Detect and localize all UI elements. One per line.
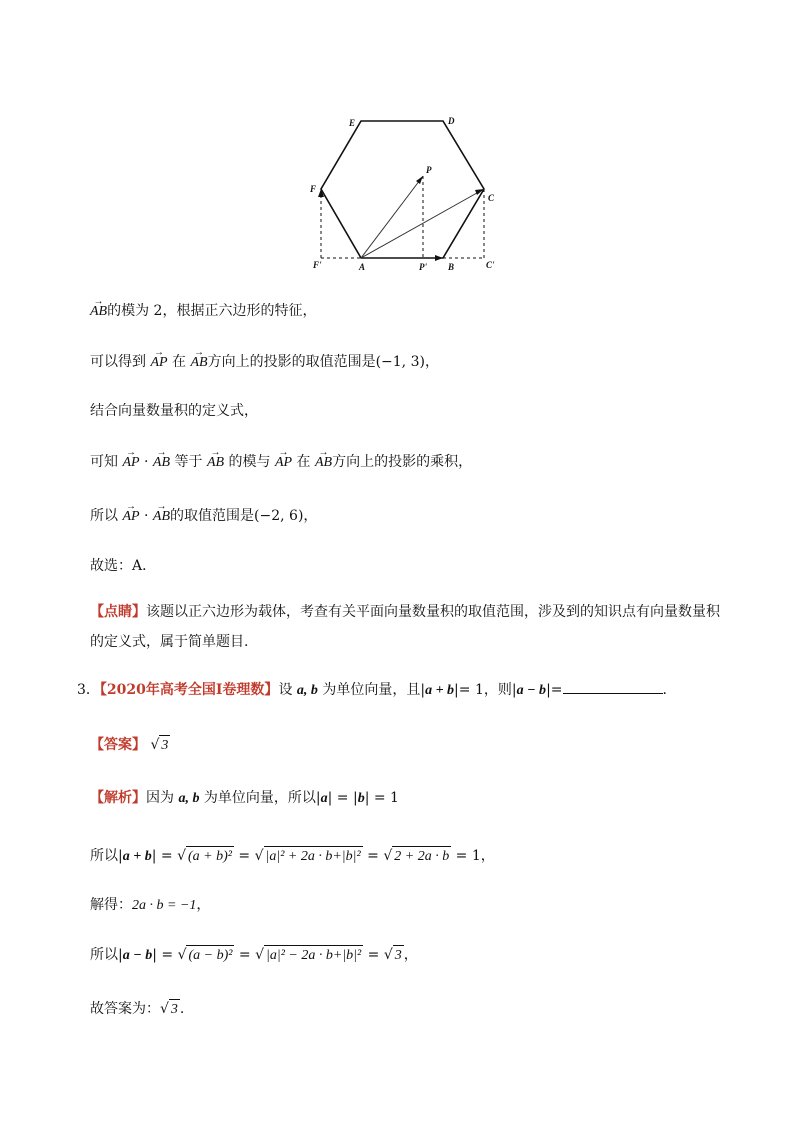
answer-tag: 【答案】 — [90, 737, 146, 753]
vector-AB: → AB — [153, 507, 170, 527]
text-line-3: 结合向量数量积的定义式， — [90, 403, 258, 419]
vector-AB: → AB — [207, 453, 224, 473]
label-D: D — [448, 116, 455, 126]
text-line-2: 可以得到 → AP 在 → AB方向上的投影的取值范围是(−1, 3)， — [90, 352, 439, 373]
answer-blank — [563, 679, 663, 694]
label-P: P — [426, 165, 432, 175]
answer-line: 【答案】 √ 3 — [90, 735, 170, 756]
text-line-4: 可知 → AP · → AB 等于 → AB 的模与 → AP 在 → AB方向上的投影的乘积， — [90, 452, 472, 473]
label-E: E — [349, 118, 356, 128]
label-F: F — [310, 184, 317, 194]
analysis-line: 【解析】因为 a, b 为单位向量，所以|a| = |b| = 1 — [90, 790, 399, 806]
final-answer-line: 故答案为：√ 3 . — [90, 999, 184, 1020]
text-line-7: 【点睛】该题以正六边形为载体，考查有关平面向量数量积的取值范围，涉及到的知识点有向量数量积 — [90, 604, 720, 620]
analysis-tag: 【解析】 — [90, 790, 146, 806]
solution-step-3: 所以|a − b| = √ (a − b)² = √ |a|² − 2a · b+|b|² = √ 3 ， — [90, 945, 418, 966]
arrow-P — [416, 176, 423, 184]
source-tag: 【2020年高考全国Ⅰ卷理数】 — [99, 682, 279, 698]
question-3: 3．【2020年高考全国Ⅰ卷理数】设 a, b 为单位向量，且|a + b|= 1，则|a − b|= . — [77, 679, 667, 701]
vector-AP — [361, 176, 423, 258]
vector-AB: → AB — [190, 353, 207, 373]
label-C: C — [488, 193, 495, 203]
vector-AP: → AP — [122, 507, 139, 527]
vector-AC — [361, 189, 484, 258]
vector-AB: → AB — [153, 453, 170, 473]
solution-step-2: 解得：2a · b = −1， — [90, 897, 211, 913]
label-A: A — [359, 262, 366, 272]
arrow-Pp — [435, 255, 443, 261]
label-Pp: P' — [419, 262, 427, 272]
text-line-1: → AB的模为 2，根据正六边形的特征， — [90, 301, 316, 322]
text-line-5: 所以 → AP · → AB的取值范围是(−2, 6)， — [90, 506, 317, 527]
text-line-6: 故选：A． — [90, 558, 157, 574]
comment-tag: 【点睛】 — [90, 604, 146, 620]
hexagon-figure — [300, 112, 520, 272]
label-Cp: C' — [486, 260, 495, 270]
label-Fp: F' — [313, 260, 322, 270]
vector-AP: → AP — [122, 453, 139, 473]
solution-step-1: 所以|a + b| = √ (a + b)² = √ |a|² + 2a · b+|b|² = √ 2 + 2a · b = 1， — [90, 846, 495, 867]
vector-AP: → AP — [275, 453, 292, 473]
vector-AP: → AP — [150, 353, 167, 373]
vector-AB: → AB — [90, 302, 107, 322]
hexagon-edges — [321, 121, 484, 258]
vector-AB: → AB — [315, 453, 332, 473]
text-line-8: 的定义式，属于简单题目. — [90, 634, 249, 650]
label-B: B — [448, 262, 455, 272]
